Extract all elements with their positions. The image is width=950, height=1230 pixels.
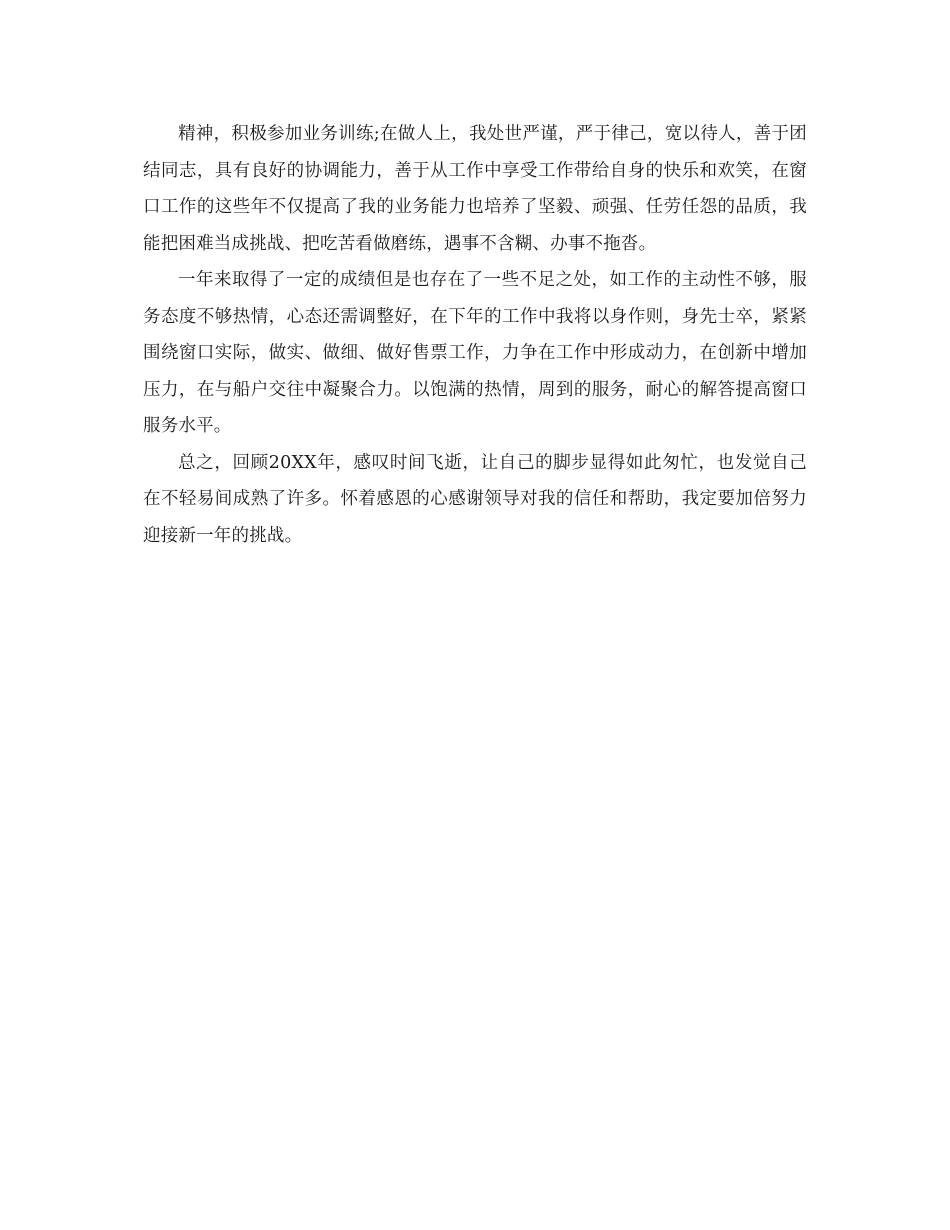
- paragraph-3: 总之，回顾20XX年，感叹时间飞逝，让自己的脚步显得如此匆忙，也发觉自己在不轻易间成熟了许多。怀着感恩的心感谢领导对我的信任和帮助，我定要加倍努力迎接新一年的挑战。: [143, 452, 807, 546]
- document-body: [143, 116, 807, 554]
- paragraph-2: 一年来取得了一定的成绩但是也存在了一些不足之处，如工作的主动性不够，服务态度不够热情，心态还需调整好，在下年的工作中我将以身作则，身先士卒，紧紧围绕窗口实际，做实、做细、做好售票工作，力争在工作中形成动力，在创新中增加压力，在与船户交往中凝聚合力。以饱满的热情，周到的服务，耐心的解答提高窗口服务水平。: [143, 270, 807, 436]
- paragraph-1: 精神，积极参加业务训练;在做人上，我处世严谨，严于律己，宽以待人，善于团结同志，具有良好的协调能力，善于从工作中享受工作带给自身的快乐和欢笑，在窗口工作的这些年不仅提高了我的业务能力也培养了坚毅、顽强、任劳任怨的品质，我能把困难当成挑战、把吃苦看做磨练，遇事不含糊、办事不拖沓。: [143, 124, 807, 254]
